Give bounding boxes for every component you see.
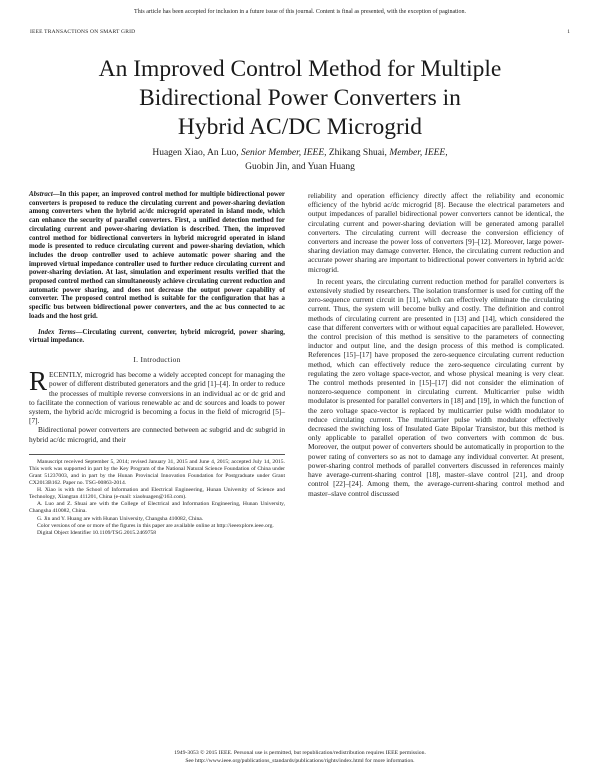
- drop-cap: R: [29, 366, 48, 397]
- author-list: [0, 146, 600, 174]
- authors-line-2: Guobin Jin, and Yuan Huang: [245, 162, 355, 172]
- right-column: [308, 191, 564, 498]
- paper-title: [0, 55, 600, 142]
- abstract-label: Abstract: [29, 191, 53, 198]
- body-paragraph-1: reliability and operation efficiency directly affect the reliability and economic efficiency of the hybrid ac/dc microgrid [8]. Because the electrical parameters and output impedances of parallel bidirectional power converters cannot be identical, the circulating current and power-sharing deviation will be generated among parallel converters. The circulating current will decrease the conversion efficiency of converters and increase the power loss of converters [9]–[12]. Moreover, large power-sharing deviation may damage converter. Hence, the circulating current reduction and accurate power sharing are important to bidirectional power converters in hybrid ac/dc microgrid.: [308, 191, 564, 274]
- author-affil-b: Member, IEEE,: [389, 148, 448, 158]
- index-terms: [29, 329, 285, 346]
- footnote-color: Color versions of one or more of the figures in this paper are available online at http://ieeexplore.ieee.org.: [37, 522, 274, 529]
- copyright-line-2: See http://www.ieee.org/publications_standards/publications/rights/index.html for more information.: [185, 757, 415, 764]
- footnote-xiao: H. Xiao is with the School of Information and Electrical Engineering, Hunan University of Science and Technology, Xiangtan 411201, China (e-mail: xiaohuagen@163.com).: [29, 487, 285, 501]
- index-terms-text: —Circulating current, converter, hybrid microgrid, power sharing, virtual impedance.: [29, 328, 285, 345]
- footnote-divider: [29, 454, 285, 455]
- footnote-jin-huang: G. Jin and Y. Huang are with Hunan University, Changsha 410082, China.: [37, 515, 204, 522]
- copyright-footer: [0, 750, 600, 765]
- abstract-text: —In this paper, an improved control method for multiple bidirectional power converters is proposed to reduce the circulating current and power-sharing deviation among converters when the hybrid ac/dc microgrid operated in island mode, which can enhance the security of parallel converters. First, a unified detection method for circulating current and power-sharing deviation is described. Then, the improved control method for bidirectional converters in hybrid microgrid operated in island mode is presented to reduce circulating current and power-sharing deviation, which includes the droop controller used to achieve automatic power sharing and the improved virtual impedance controller used to further reduce circulating current and power-sharing deviation. At last, simulation and experiment results verified that the proposed control method can simultaneously achieve circulating current reduction and automatic power sharing, and does not decrease the output power capability of converter. The proposed control method is suitable for the configuration that has a specific bus between bidirectional power converters, and the ac bus connected to ac loads and the host grid.: [29, 191, 285, 320]
- journal-name: IEEE TRANSACTIONS ON SMART GRID: [30, 29, 136, 35]
- intro-paragraph-2: Bidirectional power converters are connected between ac subgrid and dc subgrid in hybrid ac/dc microgrid, and their: [29, 425, 285, 444]
- left-column: [29, 191, 285, 537]
- author-names-b: Zhikang Shuai,: [328, 148, 387, 158]
- authors-line-1: [0, 146, 600, 160]
- copyright-line-1: 1949-3053 © 2015 IEEE. Personal use is permitted, but republication/redistribution requires IEEE permission.: [174, 750, 426, 756]
- page-number: 1: [567, 29, 570, 35]
- intro-paragraph-1: [29, 366, 285, 426]
- abstract: [29, 191, 285, 322]
- title-line-3: Hybrid AC/DC Microgrid: [177, 114, 423, 140]
- running-header: [30, 29, 570, 35]
- footnotes: [29, 459, 285, 537]
- body-paragraph-2: In recent years, the circulating current reduction method for parallel converters is extensively studied by researchers. The isolation transformer is used for cutting off the zero-sequence current circuit in [11], which can effectively eliminate the circulating current. Thus, the system will become bulky and costly. The definition and control methods of circulating current are presented in [13] and [14], which considered the case that different converters with or without equal capacities are paralleled. However, the control precision of this method is sensitive to the parameters of connecting inductor and output line, and the design process of this method is complicated. References [15]–[17] have proposed the zero-sequence circulating current reduction method, which can effectively reduce the zero-sequence circulating current by regulating the zero voltage space-vector, and whose physical meaning is very clear. The control methods presented in [15]–[17] did not consider the elimination of nonzero-sequence component in circulating current. Multicarrier pulse width modulator is presented for parallel converters in [18] and [19], in which the function of the zero voltage space-vector is replaced by multicarrier pulse width modulator to reduce circulating current. The multicarrier pulse width modulator effectively decreased the switching loss of Insulated Gate Bipolar Transistor, but this method is only applicable to parallel operation of two converters with common dc bus. Moreover, the output power of converters should be automatically in proportion to the power rating of converters so as not to damage any individual converter. At present, power-sharing control methods of parallel converters discussed in references mainly have average-current-sharing control [18], master–slave control [21], and droop control [22]–[24]. Among them, the average-current-sharing control method and master–slave control discussed: [308, 276, 564, 498]
- title-line-1: An Improved Control Method for Multiple: [98, 56, 502, 82]
- footnote-doi: Digital Object Identifier 10.1109/TSG.2015.2469758: [37, 529, 157, 536]
- footnote-manuscript: Manuscript received September 5, 2014; revised January 31, 2015 and June 4, 2015; accepted July 14, 2015. This work was supported in part by the Key Program of the National Natural Science Foundation of China under Grant 51237003, and in part by the Hunan Provincial Innovation Foundation for Postgraduate under Grant CX2013B162. Paper no. TSG-00863-2014.: [29, 458, 285, 487]
- intro-paragraph-1-text: ECENTLY, microgrid has become a widely accepted concept for managing the power of different distributed generators and the grid [1]–[4]. In order to reduce the processes of multiple reverse conversions in an individual ac or dc grid and to facilitate the connection of various renewable ac and dc sources and loads to power system, the hybrid ac/dc microgrid is becoming a focus in the field of microgrid [5]–[7].: [29, 370, 285, 426]
- author-affil-a: Senior Member, IEEE,: [241, 148, 327, 158]
- title-line-2: Bidirectional Power Converters in: [139, 85, 461, 111]
- section-heading-introduction: I. Introduction: [133, 354, 181, 364]
- index-terms-label: Index Terms: [38, 328, 76, 336]
- acceptance-notice: This article has been accepted for inclusion in a future issue of this journal. Content is final as presented, with the exception of pagination.: [134, 9, 466, 15]
- footnote-luo-shuai: A. Luo and Z. Shuai are with the College of Electrical and Information Engineering, Hunan University, Changsha 410082, China.: [29, 501, 285, 515]
- author-names-a: Huagen Xiao, An Luo,: [152, 148, 239, 158]
